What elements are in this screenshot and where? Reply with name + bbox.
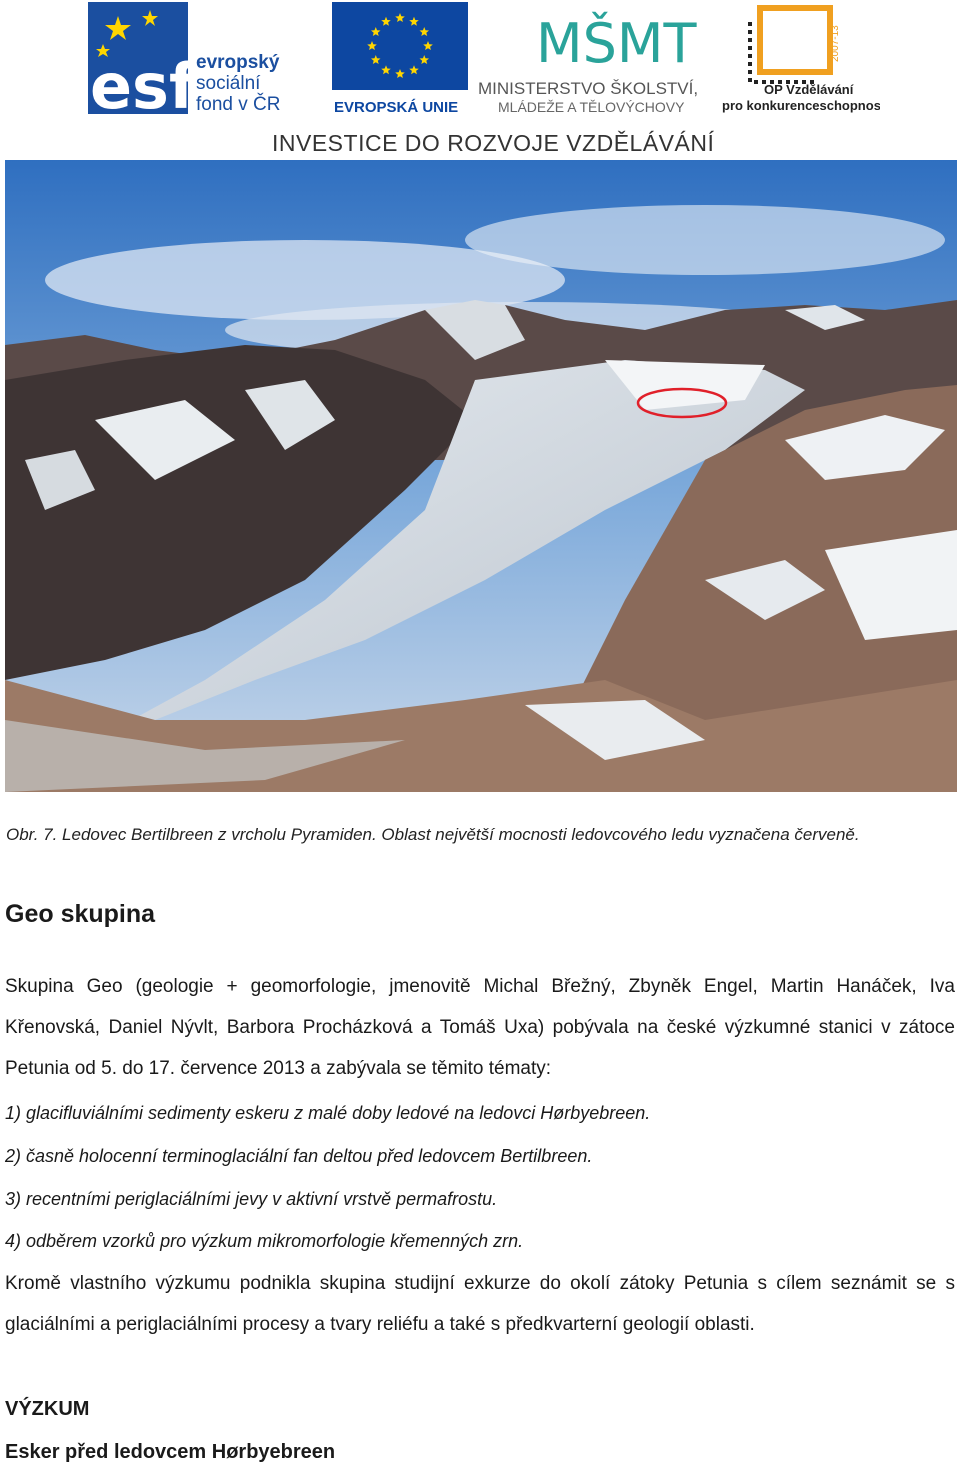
msmt-logo-graphic <box>476 2 716 114</box>
eu-flag-graphic <box>332 2 468 114</box>
outro-paragraph: Kromě vlastního výzkumu podnikla skupina studijní exkurze do okolí zátoky Petunia s cílem seznámit se s glaciálními a periglaciálními procesy a tvary reliéfu a také s předkvarterní geologií oblasti. <box>5 1273 955 1335</box>
glacier-landscape-image <box>5 160 957 792</box>
topic-item: 2) časně holocenní terminoglaciální fan deltou před ledovcem Bertilbreen. <box>5 1146 593 1166</box>
topic-item: 4) odběrem vzorků pro výzkum mikromorfologie křemenných zrn. <box>5 1231 524 1251</box>
topic-item: 1) glacifluviálními sedimenty eskeru z malé doby ledové na ledovci Hørbyebreen. <box>5 1103 651 1123</box>
research-subheading: Esker před ledovcem Hørbyebreen <box>5 1441 336 1463</box>
svg-text:MLÁDEŽE A TĚLOVÝCHOVY: MLÁDEŽE A TĚLOVÝCHOVY <box>498 99 685 114</box>
svg-text:pro konkurenceschopnost: pro konkurenceschopnost <box>722 98 880 113</box>
svg-text:MŠMT: MŠMT <box>536 12 697 75</box>
svg-text:fond v ČR: fond v ČR <box>196 94 281 114</box>
research-heading: VÝZKUM <box>5 1398 90 1420</box>
slogan: INVESTICE DO ROZVOJE VZDĚLÁVÁNÍ <box>272 130 715 156</box>
svg-text:sociální: sociální <box>196 73 261 94</box>
op-logo <box>720 2 880 114</box>
topic-item: 3) recentními periglaciálními jevy v aktivní vrstvě permafrostu. <box>5 1189 498 1209</box>
op-logo-graphic <box>720 2 880 114</box>
svg-text:evropský: evropský <box>196 52 280 73</box>
esf-logo-graphic <box>88 2 324 114</box>
logo-bar <box>0 0 960 160</box>
svg-text:MINISTERSTVO ŠKOLSTVÍ,: MINISTERSTVO ŠKOLSTVÍ, <box>478 79 699 98</box>
msmt-logo <box>476 2 716 114</box>
svg-text:EVROPSKÁ UNIE: EVROPSKÁ UNIE <box>334 99 459 114</box>
section-title: Geo skupina <box>5 900 156 928</box>
figure-caption: Obr. 7. Ledovec Bertilbreen z vrcholu Pyramiden. Oblast největší mocnosti ledovcového ledu vyznačena červeně. <box>6 825 860 844</box>
svg-text:2007-13: 2007-13 <box>830 25 841 62</box>
svg-text:OP Vzdělávání: OP Vzdělávání <box>764 82 854 97</box>
glacier-photo <box>5 160 957 792</box>
svg-text:esf: esf <box>90 50 196 114</box>
esf-logo <box>88 2 324 114</box>
intro-paragraph: Skupina Geo (geologie + geomorfologie, jmenovitě Michal Břežný, Zbyněk Engel, Martin Hanáček, Iva Křenovská, Daniel Nývlt, Barbora Procházková a Tomáš Uxa) pobývala na české výzkumné stanici v zátoce Petunia od 5. do 17. července 2013 a zabývala se těmito tématy: <box>5 976 955 1079</box>
eu-logo <box>332 2 468 114</box>
